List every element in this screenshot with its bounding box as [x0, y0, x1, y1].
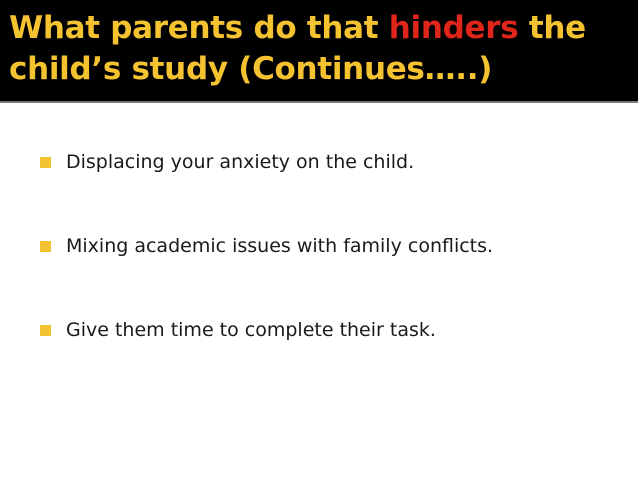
title-line2: child’s study (Continues…..): [9, 51, 493, 87]
title-line1-part2: the: [518, 10, 586, 46]
bullet-text: Displacing your anxiety on the child.: [66, 151, 415, 173]
square-bullet-icon: [40, 325, 51, 336]
title-highlight-word: hinders: [388, 10, 519, 46]
square-bullet-icon: [40, 157, 51, 168]
bullet-item: [40, 315, 436, 345]
bullet-text: Give them time to complete their task.: [66, 319, 436, 341]
bullet-item: [40, 231, 493, 261]
title-line1-part1: What parents do that: [9, 10, 389, 46]
bullet-item: [40, 147, 414, 177]
bullet-text: Mixing academic issues with family conflicts.: [66, 235, 494, 257]
square-bullet-icon: [40, 241, 51, 252]
